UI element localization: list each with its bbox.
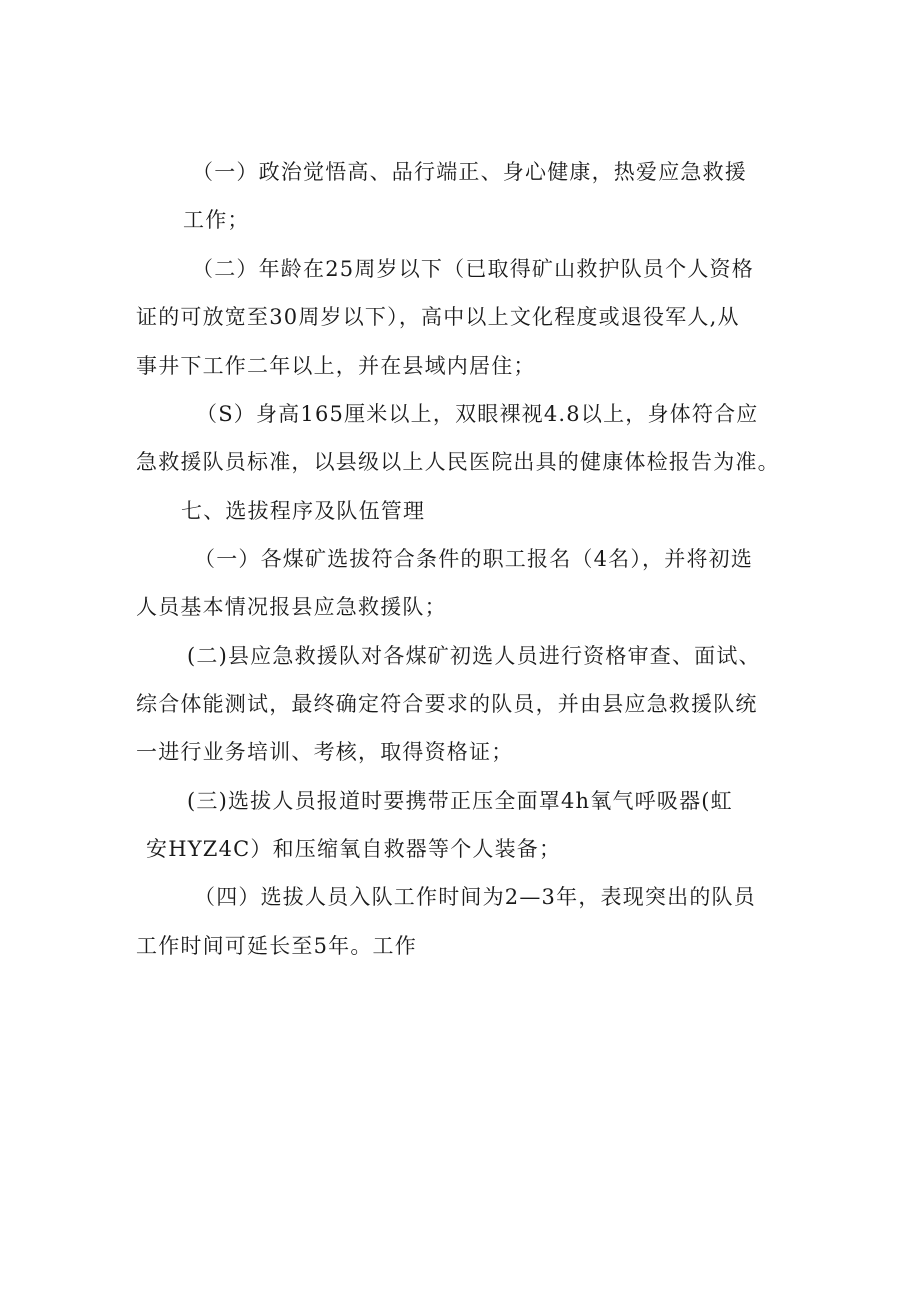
- text-line: (二)县应急救援队对各煤矿初选人员进行资格审查、面试、: [187, 644, 761, 668]
- text-line: （一）各煤矿选拔符合条件的职工报名（4名），并将初选: [194, 547, 754, 571]
- text-line: (三)选拔人员报道时要携带正压全面罩4h氧气呼吸器(虹: [187, 789, 733, 813]
- text-line: 人员基本情况报县应急救援队；: [136, 595, 447, 619]
- text-line: 证的可放宽至30周岁以下），高中以上文化程度或退役军人,从: [136, 305, 740, 329]
- text-line: 工作；: [183, 208, 250, 232]
- text-line: 一进行业务培训、考核，取得资格证；: [136, 740, 514, 764]
- text-line: （一）政治觉悟高、品行端正、身心健康，热爱应急救援: [192, 160, 747, 184]
- text-line: 安HYZ4C）和压缩氧自救器等个人装备；: [146, 837, 562, 861]
- section-heading: 七、选拔程序及队伍管理: [181, 499, 426, 523]
- text-line: 急救援队员标准，以县级以上人民医院出具的健康体检报告为准。: [136, 450, 780, 474]
- text-line: （二）年龄在25周岁以下（已取得矿山救护队员个人资格: [192, 257, 754, 281]
- text-line: （S）身高165厘米以上，双眼裸视4.8以上，身体符合应: [196, 402, 759, 426]
- text-line: 工作时间可延长至5年。工作: [136, 934, 417, 958]
- text-line: 事井下工作二年以上，并在县域内居住；: [136, 354, 536, 378]
- text-line: （四）选拔人员入队工作时间为2—3年，表现突出的队员: [194, 885, 756, 909]
- text-line: 综合体能测试，最终确定符合要求的队员，并由县应急救援队统: [136, 692, 758, 716]
